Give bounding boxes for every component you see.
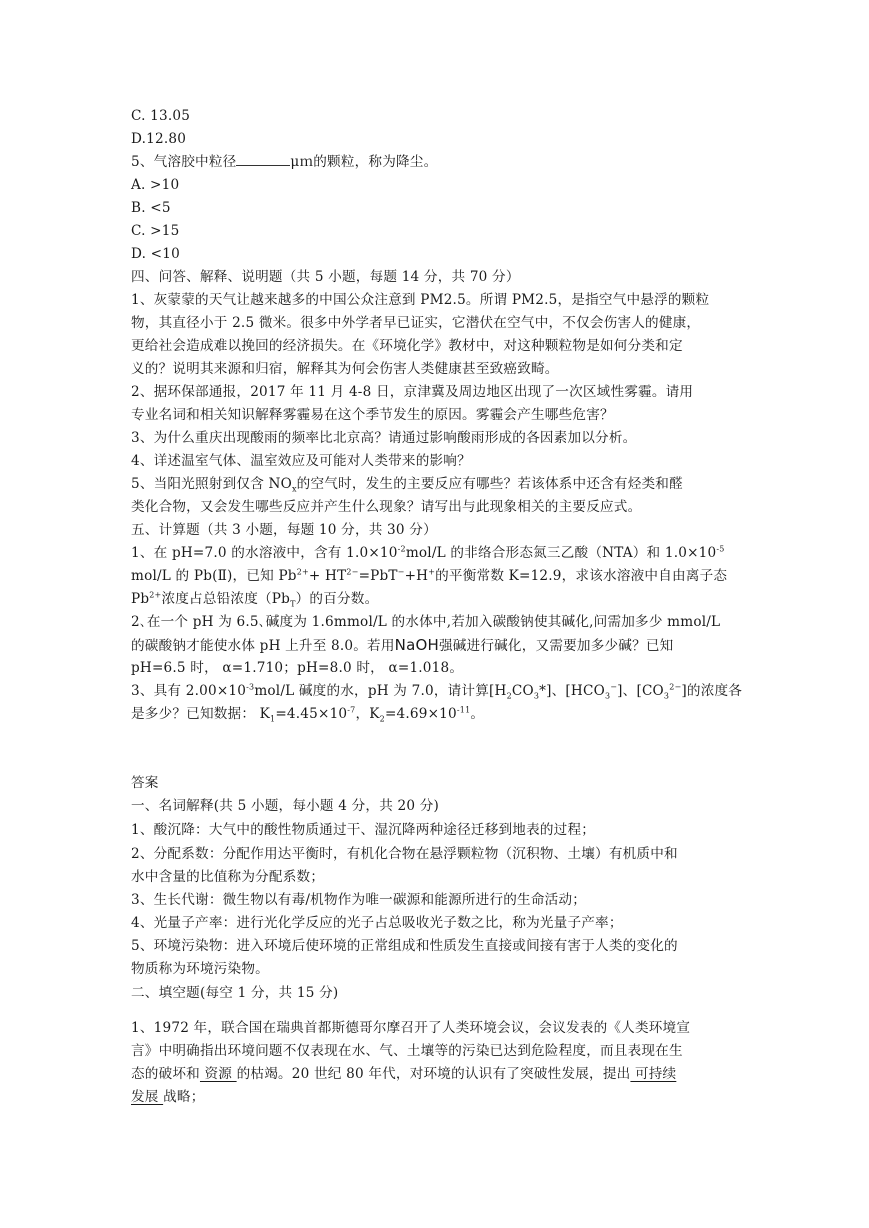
- s5-q1-line1: [131, 543, 741, 563]
- s5-q3-l2-d: =4.69×10: [384, 706, 457, 722]
- s5-q1-l2-sup4: +: [428, 567, 436, 577]
- s5-q1-l2-c: =PbT: [358, 568, 398, 584]
- s5-q1-l3-sup: 2+: [149, 590, 162, 600]
- answer-3: 3、生长代谢：微生物以有毒/机物作为唯一碳源和能源所进行的生命活动；: [131, 892, 587, 908]
- section4-heading: 四、问答、解释、说明题（共 5 小题，每题 14 分，共 70 分）: [131, 269, 520, 285]
- s5-q3-l1-sup4: 2−: [669, 682, 682, 692]
- fill-answer-sustainable-a: 可持续: [630, 1066, 677, 1082]
- s5-q2-l2-b: 强碱进行碱化，又需要加多少碱？已知: [438, 638, 674, 654]
- s5-q2-line3: pH=6.5 时， α=1.710；pH=8.0 时， α=1.018。: [131, 660, 464, 676]
- s5-q3-l2-sup1: -7: [347, 705, 356, 715]
- s5-q3-l2-a: 是多少？已知数据： K: [131, 706, 271, 722]
- s5-q2-l2-a: 的碳酸钠才能使水体 pH 上升至 8.0。若用: [131, 638, 395, 654]
- answer-5-line1: 5、环境污染物：进入环境后使环境的正常组成和性质发生直接或间接有害于人类的变化的: [131, 938, 678, 954]
- s5-q1-l2-b: + HT: [308, 568, 347, 584]
- answer-4: 4、光量子产率：进行光化学反应的光子占总吸收光子数之比，称为光量子产率；: [131, 915, 623, 931]
- fill-1-line4: [131, 1087, 741, 1107]
- q5-option-a: A. >10: [131, 177, 180, 193]
- s5-q1-l1-sup1: -2: [397, 544, 406, 554]
- s5-q1-l3-b: 浓度占总铅浓度（Pb: [161, 591, 291, 607]
- q4-option-c: C. 13.05: [131, 108, 191, 124]
- fill-1-line1: 1、1972 年，联合国在瑞典首都斯德哥尔摩召开了人类环境会议，会议发表的《人类环境宣: [131, 1020, 691, 1036]
- s5-q2-naoh: NaOH: [394, 636, 439, 654]
- s5-q3-l2-sub1: 1: [270, 714, 276, 724]
- answers-s1-heading: 一、名词解释(共 5 小题，每小题 4 分，共 20 分): [131, 798, 440, 814]
- s5-q3-l2-c: ，K: [355, 706, 380, 722]
- s5-q3-l2-sub2: 2: [379, 714, 385, 724]
- s5-q3-l1-sub2: 3: [533, 691, 540, 701]
- answers-s2-heading: 二、填空题(每空 1 分，共 15 分): [131, 985, 339, 1001]
- fill-1-l3-b: 的枯竭。20 世纪 80 年代，对环境的认识有了突破性发展，提出: [236, 1066, 631, 1082]
- answer-1: 1、酸沉降：大气中的酸性物质通过干、湿沉降两种途径迁移到地表的过程；: [131, 822, 596, 838]
- s4-q1-line2: 物，其直径小于 2.5 微米。很多中外学者早已证实，它潜伏在空气中，不仅会伤害人的健康，: [131, 315, 701, 331]
- s5-q3-l1-sup3: −: [610, 682, 618, 692]
- s5-q1-l1-sup2: -5: [716, 544, 725, 554]
- answers-title: 答案: [131, 775, 159, 791]
- s5-q3-l1-sub1: 2: [506, 691, 512, 701]
- s5-q2-line1: 2､在一个 pH 为 6.5､碱度为 1.6mmol/L 的水体中,若加入碳酸钠使其碱化,问需加多少 mmol/L: [131, 614, 721, 630]
- s5-q1-l2-sup3: −: [397, 567, 405, 577]
- s5-q1-l1-b: mol/L 的非络合形态氮三乙酸（NTA）和 1.0×10: [405, 545, 717, 561]
- s5-q3-l1-e: ]、[CO: [617, 683, 664, 699]
- s5-q3-line2: [131, 704, 741, 724]
- s5-q1-l3-c: ）的百分数。: [295, 591, 379, 607]
- q5-option-c: C. >15: [131, 223, 180, 239]
- s4-q5-sub: x: [291, 484, 297, 494]
- s4-q3: 3、为什么重庆出现酸雨的频率比北京高？请通过影响酸雨形成的各因素加以分析。: [131, 430, 637, 446]
- s5-q1-line2: [131, 566, 741, 586]
- s4-q5-line2: 类化合物，又会发生哪些反应并产生什么现象？请写出与此现象相关的主要反应式。: [131, 499, 642, 515]
- s5-q1-l2-a: mol/L 的 Pb(Ⅱ)，已知 Pb: [131, 568, 297, 584]
- s5-q1-l2-e: 的平衡常数 K=12.9，求该水溶液中自由离子态: [435, 568, 728, 584]
- q5-option-d: D. <10: [131, 246, 180, 262]
- s5-q3-l1-d: *]、[HCO: [539, 683, 605, 699]
- s4-q1-line3: 更给社会造成难以挽回的经济损失。在《环境化学》教材中，对这种颗粒物是如何分类和定: [131, 338, 683, 354]
- s5-q3-l2-e: 。: [470, 706, 485, 722]
- answer-2-line2: 水中含量的比值称为分配系数；: [131, 869, 325, 885]
- s5-q1-l2-d: +H: [404, 568, 429, 584]
- s5-q3-l1-sub3: 3: [604, 691, 611, 701]
- s5-q1-line3: [131, 589, 741, 609]
- s5-q3-l1-sub4: 3: [663, 691, 670, 701]
- s5-q1-l1-a: 1、在 pH=7.0 的水溶液中，含有 1.0×10: [131, 545, 398, 561]
- s4-q4: 4、详述温室气体、温室效应及可能对人类带来的影响？: [131, 453, 471, 469]
- q5-option-b: B. <5: [131, 200, 171, 216]
- answer-5-line2: 物质称为环境污染物。: [131, 961, 269, 977]
- s4-q2-line2: 专业名词和相关知识解释雾霾易在这个季节发生的原因。雾霾会产生哪些危害？: [131, 407, 614, 423]
- s4-q5-text-b: 的空气时，发生的主要反应有哪些？若该体系中还含有烃类和醛: [296, 476, 683, 492]
- fill-answer-resource: 资源: [199, 1066, 237, 1082]
- q5-stem-before: 5、气溶胶中粒径: [131, 154, 237, 170]
- s4-q5-text-a: 5、当阳光照射到仅含 NO: [131, 476, 292, 492]
- fill-1-l4-b: 战略；: [163, 1089, 205, 1105]
- fill-1-l3-a: 态的破坏和: [131, 1066, 200, 1082]
- s5-q1-l2-sup1: 2+: [296, 567, 309, 577]
- s5-q3-l2-b: =4.45×10: [275, 706, 348, 722]
- answer-2-line1: 2、分配系数：分配作用达平衡时，有机化合物在悬浮颗粒物（沉积物、土壤）有机质中和: [131, 846, 678, 862]
- s5-q2-line2: [131, 635, 741, 656]
- s5-q1-l2-sup2: 2−: [346, 567, 359, 577]
- q5-stem: [131, 152, 741, 172]
- q5-stem-after: μｍ的颗粒，称为降尘。: [290, 154, 438, 170]
- s4-q5-line1: [131, 474, 741, 494]
- fill-answer-sustainable-b: 发展: [131, 1089, 164, 1105]
- s5-q3-l1-sup: -3: [246, 682, 255, 692]
- fill-1-line2: 言》中明确指出环境问题不仅表现在水、气、土壤等的污染已达到危险程度，而且表现在生: [131, 1043, 683, 1059]
- fill-1-line3: [131, 1064, 741, 1084]
- s4-q1-line4: 义的？说明其来源和归宿，解释其为何会伤害人类健康甚至致癌致畸。: [131, 361, 559, 377]
- s4-q1-line1: 1、灰蒙蒙的天气让越来越多的中国公众注意到 PM2.5。所谓 PM2.5，是指空气中悬浮的颗粒: [131, 292, 710, 308]
- s5-q1-l3-a: Pb: [131, 591, 150, 607]
- s4-q2-line1: 2、据环保部通报，2017 年 11 月 4-8 日，京津冀及周边地区出现了一次区域性雾霾。请用: [131, 384, 694, 400]
- s5-q3-line1: [131, 681, 741, 701]
- s5-q3-l2-sup2: -11: [456, 705, 471, 715]
- s5-q3-l1-f: ]的浓度各: [681, 683, 743, 699]
- section5-heading: 五、计算题（共 3 小题，每题 10 分，共 30 分）: [131, 522, 437, 538]
- q5-blank: [236, 152, 290, 166]
- s5-q3-l1-c: CO: [511, 683, 534, 699]
- s5-q1-l3-sub: T: [290, 599, 296, 609]
- s5-q3-l1-a: 3、具有 2.00×10: [131, 683, 247, 699]
- q4-option-d: D.12.80: [131, 131, 187, 147]
- s5-q3-l1-b: mol/L 碱度的水，pH 为 7.0，请计算[H: [254, 683, 507, 699]
